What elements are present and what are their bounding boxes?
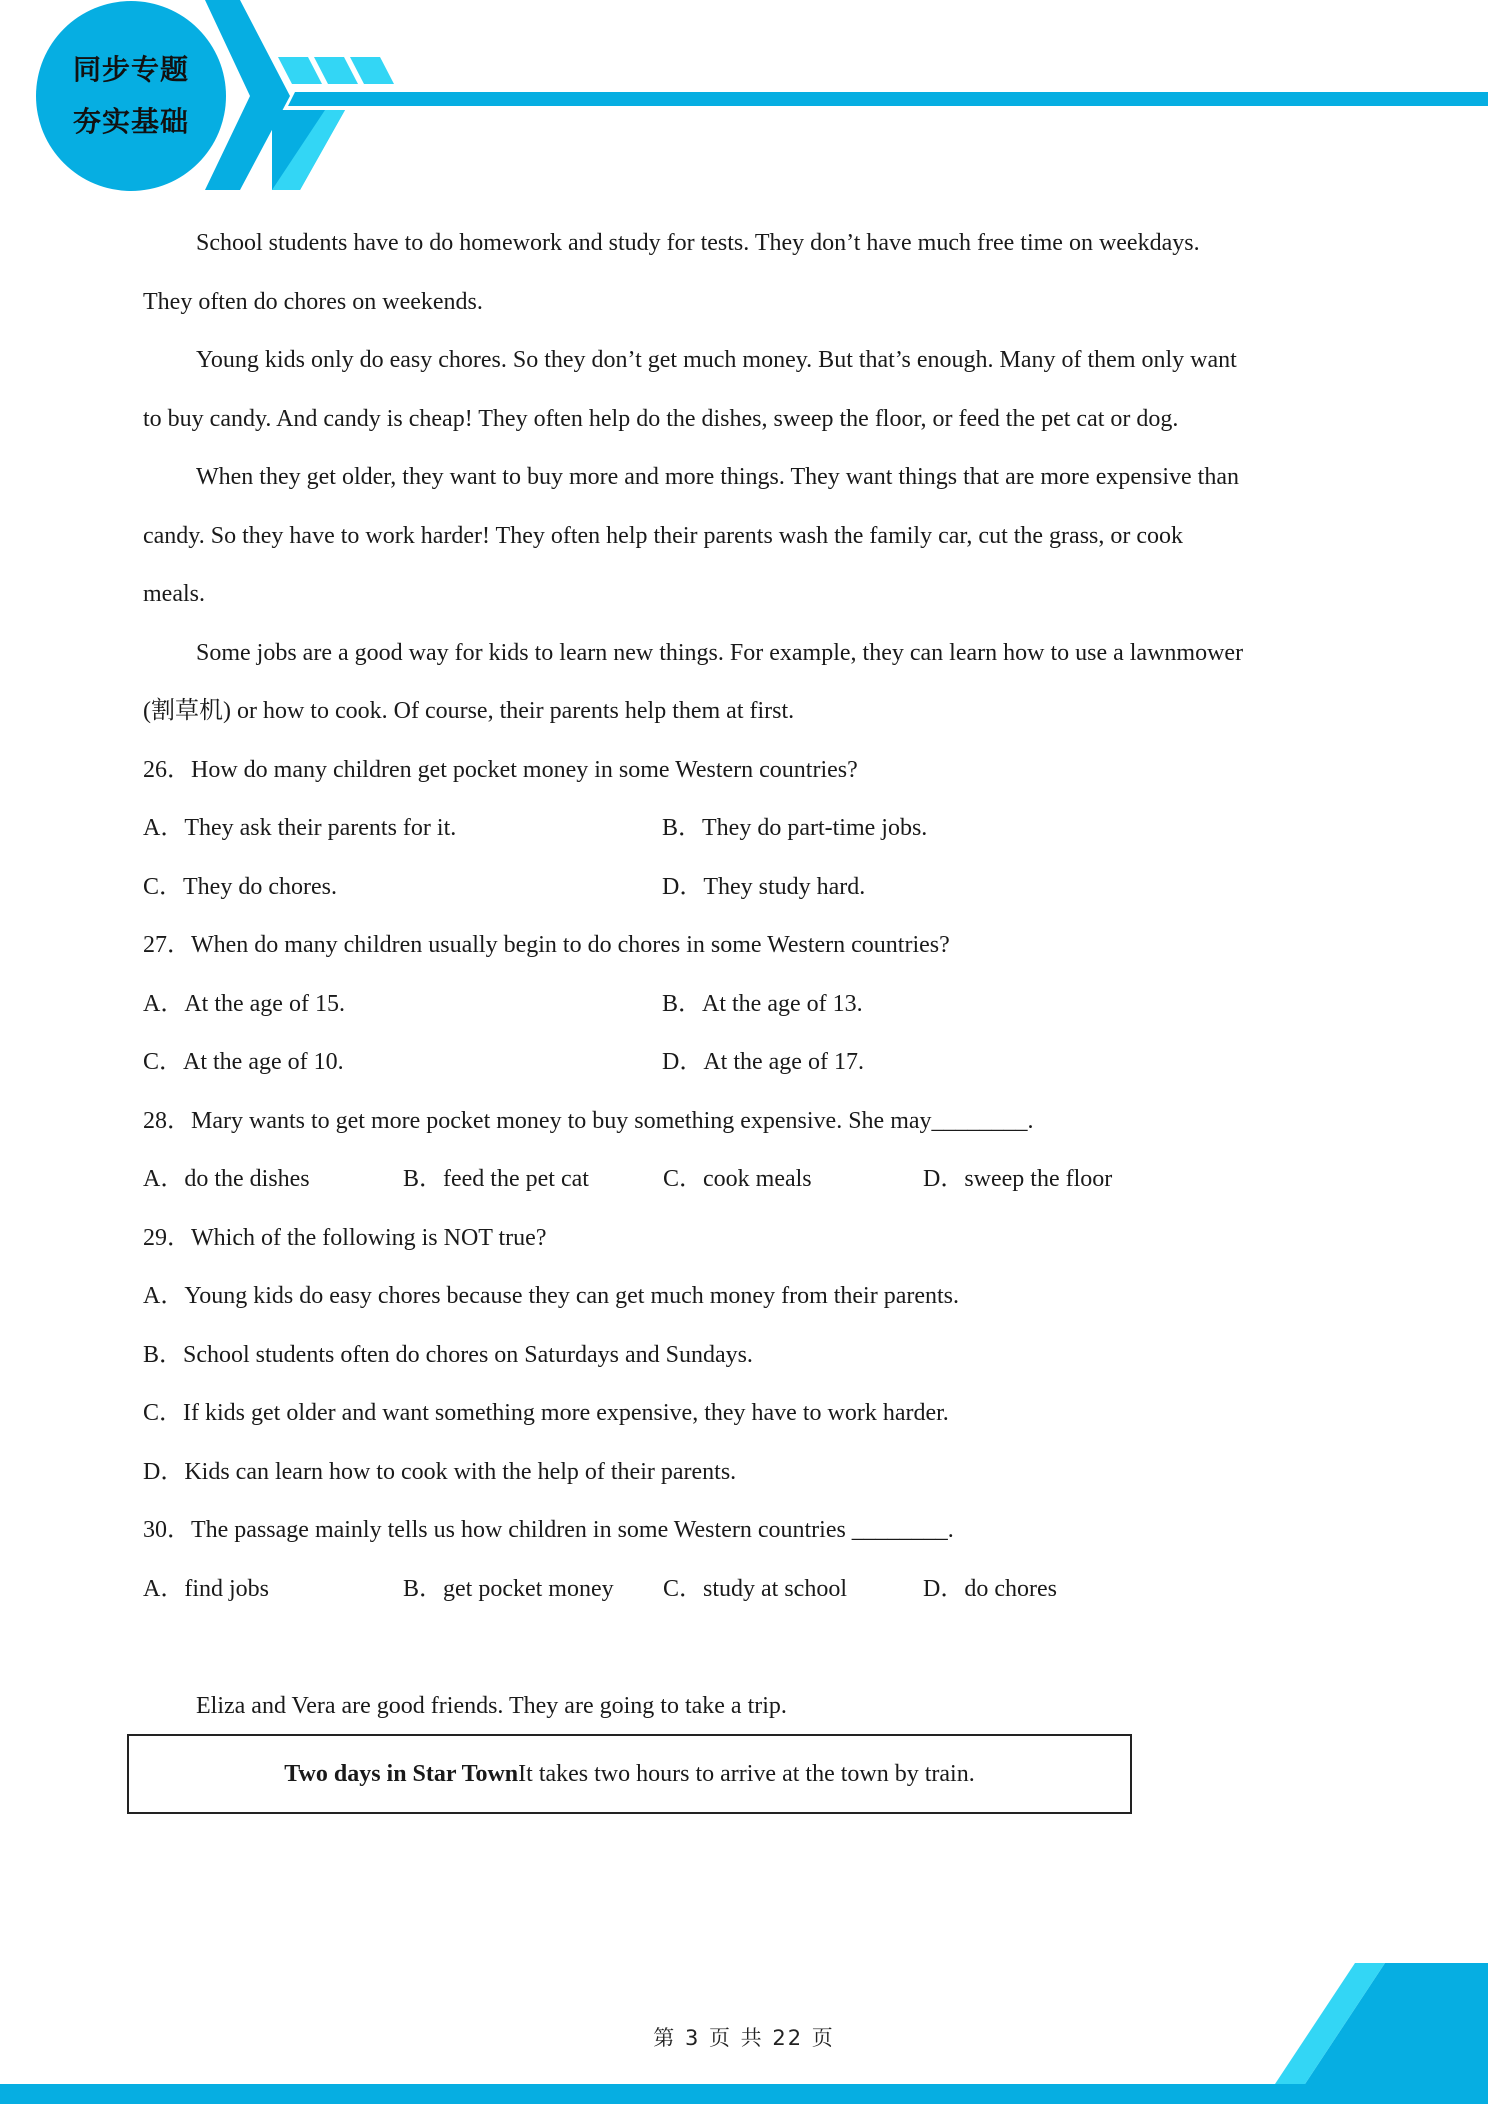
trip-box-text: It takes two hours to arrive at the town by train. bbox=[518, 1760, 975, 1787]
spacer bbox=[143, 1618, 1343, 1677]
option-b: B．They do part-time jobs. bbox=[662, 815, 928, 841]
passage-line: Young kids only do easy chores. So they don’t get much money. But that’s enough. Many of them only want bbox=[196, 347, 1237, 373]
option-a: A．At the age of 15. bbox=[143, 990, 345, 1017]
option-a: A．do the dishes bbox=[143, 1166, 310, 1192]
question-26-options bbox=[143, 858, 1343, 917]
document-body bbox=[143, 214, 1343, 1735]
next-passage-intro: Eliza and Vera are good friends. They are going to take a trip. bbox=[196, 1692, 787, 1719]
option-c: C．cook meals bbox=[663, 1166, 812, 1192]
option-a: A．Young kids do easy chores because they can get much money from their parents. bbox=[143, 1283, 960, 1309]
option-b: B．feed the pet cat bbox=[403, 1166, 589, 1192]
question-30-stem: 30．The passage mainly tells us how children in some Western countries ________. bbox=[143, 1517, 954, 1543]
option-d: D．do chores bbox=[923, 1575, 1057, 1602]
option-b: B．School students often do chores on Saturdays and Sundays. bbox=[143, 1341, 753, 1368]
question-28-stem: 28．Mary wants to get more pocket money to buy something expensive. She may________. bbox=[143, 1107, 1034, 1134]
section-badge bbox=[36, 1, 226, 191]
question-27-options bbox=[143, 1033, 1343, 1092]
question-29-stem: 29．Which of the following is NOT true? bbox=[143, 1224, 547, 1251]
question-27-options bbox=[143, 975, 1343, 1034]
passage-line: When they get older, they want to buy more and more things. They want things that are more expensive than bbox=[196, 464, 1239, 490]
passage-line: meals. bbox=[143, 581, 205, 607]
option-c: C．study at school bbox=[663, 1575, 847, 1602]
option-d: D．sweep the floor bbox=[923, 1166, 1113, 1192]
passage-line: to buy candy. And candy is cheap! They often help do the dishes, sweep the floor, or feed the pet cat or dog. bbox=[143, 405, 1179, 432]
option-b: B．At the age of 13. bbox=[662, 990, 863, 1017]
passage-line: Some jobs are a good way for kids to learn new things. For example, they can learn how to use a lawnmower bbox=[196, 639, 1244, 666]
question-30-options bbox=[143, 1560, 1343, 1619]
trip-box-title: Two days in Star Town bbox=[284, 1760, 519, 1787]
question-26-stem: 26．How do many children get pocket money in some Western countries? bbox=[143, 756, 858, 783]
badge-line-1: 同步专题 bbox=[72, 53, 189, 86]
option-a: A．They ask their parents for it. bbox=[143, 815, 457, 841]
option-a: A．find jobs bbox=[143, 1575, 269, 1602]
option-b: B．get pocket money bbox=[403, 1575, 614, 1602]
passage-line: They often do chores on weekends. bbox=[143, 288, 483, 315]
option-c: C．If kids get older and want something more expensive, they have to work harder. bbox=[143, 1400, 949, 1426]
option-d: D．They study hard. bbox=[662, 873, 866, 900]
option-c: C．At the age of 10. bbox=[143, 1049, 344, 1075]
option-d: D．At the age of 17. bbox=[662, 1049, 864, 1075]
question-27-stem: 27．When do many children usually begin to do chores in some Western countries? bbox=[143, 932, 950, 958]
option-c: C．They do chores. bbox=[143, 873, 337, 900]
badge-line-2: 夯实基础 bbox=[72, 105, 189, 138]
passage-line: School students have to do homework and study for tests. They don’t have much free time on weekdays. bbox=[196, 230, 1200, 256]
trip-info-box bbox=[127, 1734, 1132, 1814]
page-number: 第 3 页 共 22 页 bbox=[653, 2026, 835, 2050]
question-26-options bbox=[143, 799, 1343, 858]
option-d: D．Kids can learn how to cook with the help of their parents. bbox=[143, 1458, 737, 1485]
passage-line: (割草机) or how to cook. Of course, their parents help them at first. bbox=[143, 698, 795, 724]
question-28-options bbox=[143, 1150, 1343, 1209]
passage-line: candy. So they have to work harder! They often help their parents wash the family car, cut the grass, or cook bbox=[143, 522, 1184, 549]
